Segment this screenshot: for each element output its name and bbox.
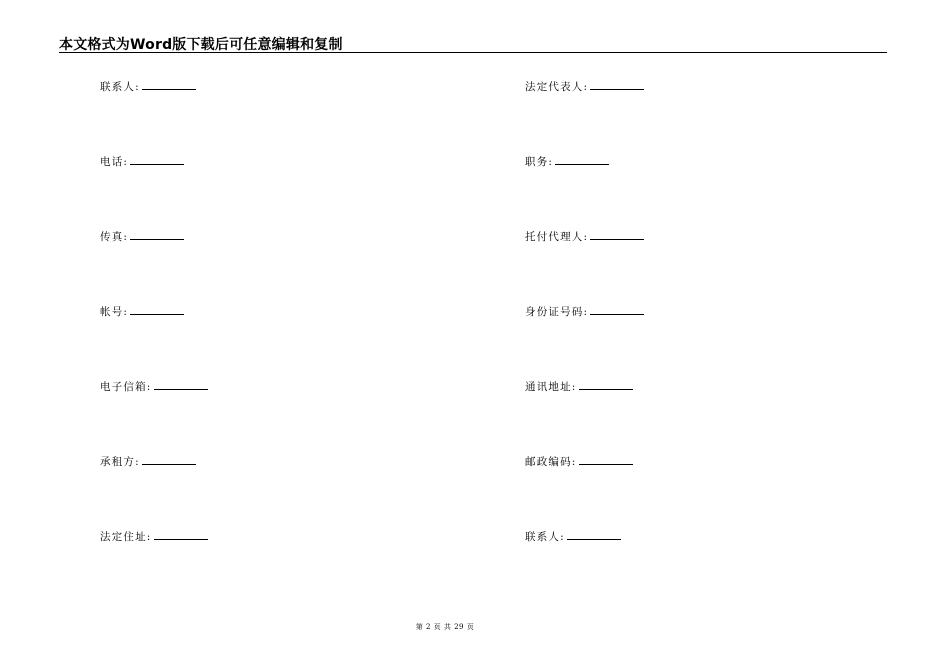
field-left-legal-address (100, 529, 208, 544)
field-left-email (100, 379, 208, 394)
field-label: 法定住址: (100, 531, 152, 543)
fill-in-blank[interactable] (154, 380, 208, 390)
fill-in-blank[interactable] (142, 455, 196, 465)
field-label: 通讯地址: (525, 381, 577, 393)
fill-in-blank[interactable] (142, 80, 196, 90)
fill-in-blank[interactable] (130, 230, 184, 240)
fill-in-blank[interactable] (579, 455, 633, 465)
field-label: 职务: (525, 156, 554, 168)
page-number-footer: 第 2 页 共 29 页 (415, 623, 475, 631)
field-right-postal-code (525, 454, 633, 469)
field-right-contact (525, 529, 621, 544)
field-left-lessee (100, 454, 196, 469)
fill-in-blank[interactable] (590, 230, 644, 240)
field-left-contact (100, 79, 196, 94)
header-divider (59, 52, 887, 53)
fill-in-blank[interactable] (590, 80, 644, 90)
field-label: 电话: (100, 156, 129, 168)
field-right-agent (525, 229, 644, 244)
field-left-fax (100, 229, 184, 244)
fill-in-blank[interactable] (555, 155, 609, 165)
field-left-account (100, 304, 184, 319)
field-label: 邮政编码: (525, 456, 577, 468)
field-label: 联系人: (100, 81, 140, 93)
field-label: 传真: (100, 231, 129, 243)
fill-in-blank[interactable] (130, 155, 184, 165)
field-label: 电子信箱: (100, 381, 152, 393)
fill-in-blank[interactable] (579, 380, 633, 390)
fill-in-blank[interactable] (154, 530, 208, 540)
fill-in-blank[interactable] (130, 305, 184, 315)
field-label: 身份证号码: (525, 306, 589, 318)
field-right-legal-representative (525, 79, 644, 94)
field-right-position (525, 154, 609, 169)
field-label: 法定代表人: (525, 81, 589, 93)
field-label: 联系人: (525, 531, 565, 543)
document-header-title: 本文格式为Word版下载后可任意编辑和复制 (59, 37, 343, 53)
field-right-id-number (525, 304, 644, 319)
field-right-mailing-address (525, 379, 633, 394)
field-label: 托付代理人: (525, 231, 589, 243)
fill-in-blank[interactable] (567, 530, 621, 540)
field-label: 帐号: (100, 306, 129, 318)
field-left-phone (100, 154, 184, 169)
fill-in-blank[interactable] (590, 305, 644, 315)
field-label: 承租方: (100, 456, 140, 468)
